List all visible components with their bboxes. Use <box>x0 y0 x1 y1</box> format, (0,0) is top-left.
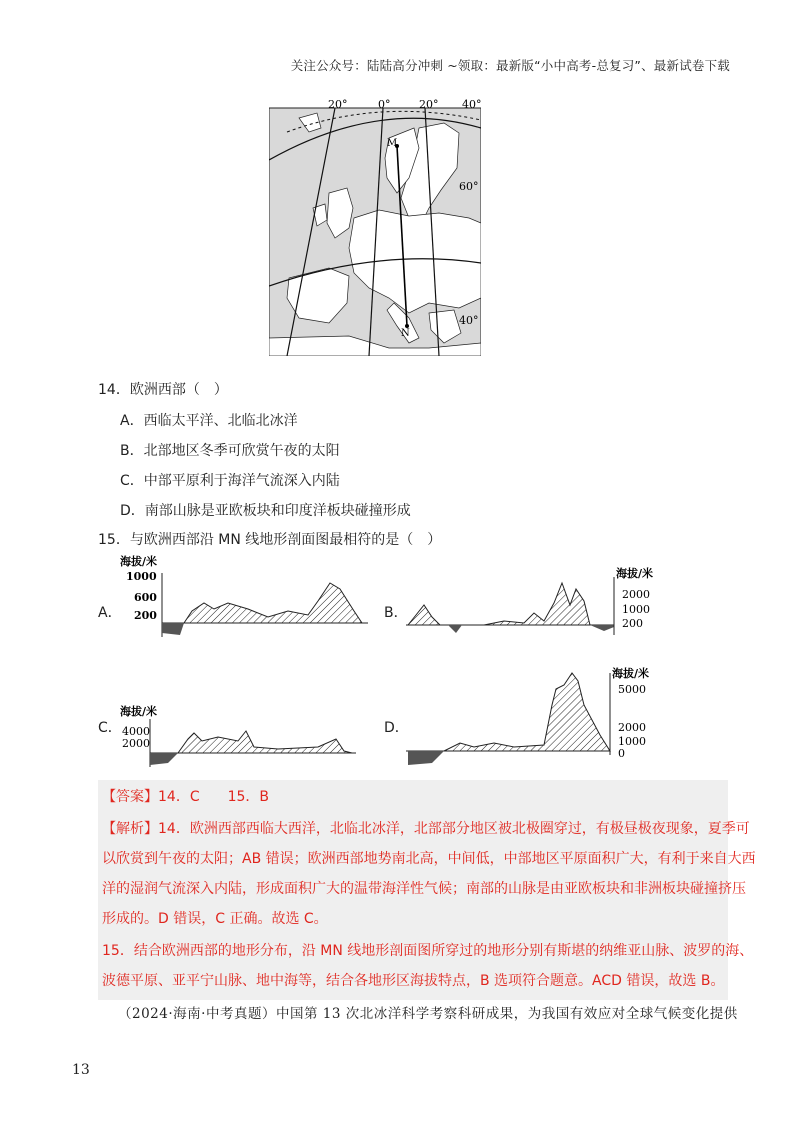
analysis-line: 15．结合欧洲西部的地形分布，沿 MN 线地形剖面图所穿过的地形分别有斯堪的纳维亚山脉、波罗的海、 <box>102 943 754 959</box>
profile-d-tick: 5000 <box>618 683 646 696</box>
profile-d[interactable] <box>404 665 694 769</box>
analysis-line: 洋的湿润气流深入内陆，形成面积广大的温带海洋性气候；南部的山脉是由亚欧板块和非洲板块碰撞挤压 <box>102 881 746 897</box>
q15-option-a-label[interactable]: A． <box>98 605 122 621</box>
map-lat-label: 40° <box>459 314 479 327</box>
map-point-n: N <box>401 328 410 339</box>
q14-option-b[interactable]: B．北部地区冬季可欣赏午夜的太阳 <box>120 443 340 459</box>
map-lat-label: 60° <box>459 180 479 193</box>
q14-stem: 14．欧洲西部（ ） <box>98 382 228 398</box>
profile-d-axis-title: 海拔/米 <box>612 667 650 680</box>
profile-b-axis-title: 海拔/米 <box>616 567 654 580</box>
profile-b-tick: 2000 <box>622 588 650 601</box>
profile-a-axis-title: 海拔/米 <box>120 555 158 568</box>
q15-stem: 15．与欧洲西部沿 MN 线地形剖面图最相符的是（ ） <box>98 532 442 548</box>
header-banner: 关注公众号：陆陆高分冲刺 ~领取：最新版“小中高考-总复习”、最新试卷下载 <box>290 58 730 73</box>
profile-c[interactable] <box>118 703 358 769</box>
q15-option-c-label[interactable]: C． <box>98 720 122 736</box>
profile-a-tick: 200 <box>134 609 157 622</box>
q14-option-a[interactable]: A．西临太平洋、北临北冰洋 <box>120 413 298 429</box>
profile-c-axis-title: 海拔/米 <box>120 705 158 718</box>
profile-d-tick: 2000 <box>618 721 646 734</box>
analysis-line: 形成的。D 错误，C 正确。故选 C。 <box>102 911 328 927</box>
profile-b[interactable] <box>404 565 694 641</box>
profile-b-tick: 200 <box>622 617 643 630</box>
answer-line: 【答案】14．C 15．B <box>102 789 270 805</box>
map-lon-label: 20° <box>419 98 439 111</box>
profile-a[interactable] <box>118 553 370 639</box>
profile-a-tick: 600 <box>134 591 157 604</box>
q15-option-b-label[interactable]: B． <box>384 605 408 621</box>
profile-a-tick: 1000 <box>126 570 157 583</box>
profile-c-tick: 2000 <box>122 737 150 750</box>
map-lon-label: 0° <box>378 98 391 111</box>
map-lon-label: 20° <box>328 98 348 111</box>
analysis-line: 以欣赏到午夜的太阳；AB 错误；欧洲西部地势南北高，中间低，中部地区平原面积广大，有利于来自大西 <box>102 851 756 867</box>
map-point-m: M <box>387 138 398 149</box>
map-lon-label: 40° <box>462 98 481 111</box>
profile-c-tick: 4000 <box>122 725 150 738</box>
profile-b-tick: 1000 <box>622 603 650 616</box>
europe-map <box>269 98 481 356</box>
q14-option-d[interactable]: D．南部山脉是亚欧板块和印度洋板块碰撞形成 <box>120 503 411 519</box>
q15-option-d-label[interactable]: D． <box>384 720 409 736</box>
profile-d-tick: 1000 <box>618 735 646 748</box>
analysis-line: 【解析】14．欧洲西部西临大西洋，北临北冰洋，北部部分地区被北极圈穿过，有极昼极夜现象，夏季可 <box>102 821 750 837</box>
profile-d-tick: 0 <box>618 747 625 760</box>
next-question-stem: （2024·海南·中考真题）中国第 13 次北冰洋科学考察科研成果，为我国有效应对全球气候变化提供 <box>118 1006 738 1022</box>
q14-option-c[interactable]: C．中部平原利于海洋气流深入内陆 <box>120 473 340 489</box>
analysis-line: 波德平原、亚平宁山脉、地中海等，结合各地形区海拔特点，B 选项符合题意。ACD 错误，故选 B。 <box>102 973 725 989</box>
page-number: 13 <box>72 1062 90 1078</box>
